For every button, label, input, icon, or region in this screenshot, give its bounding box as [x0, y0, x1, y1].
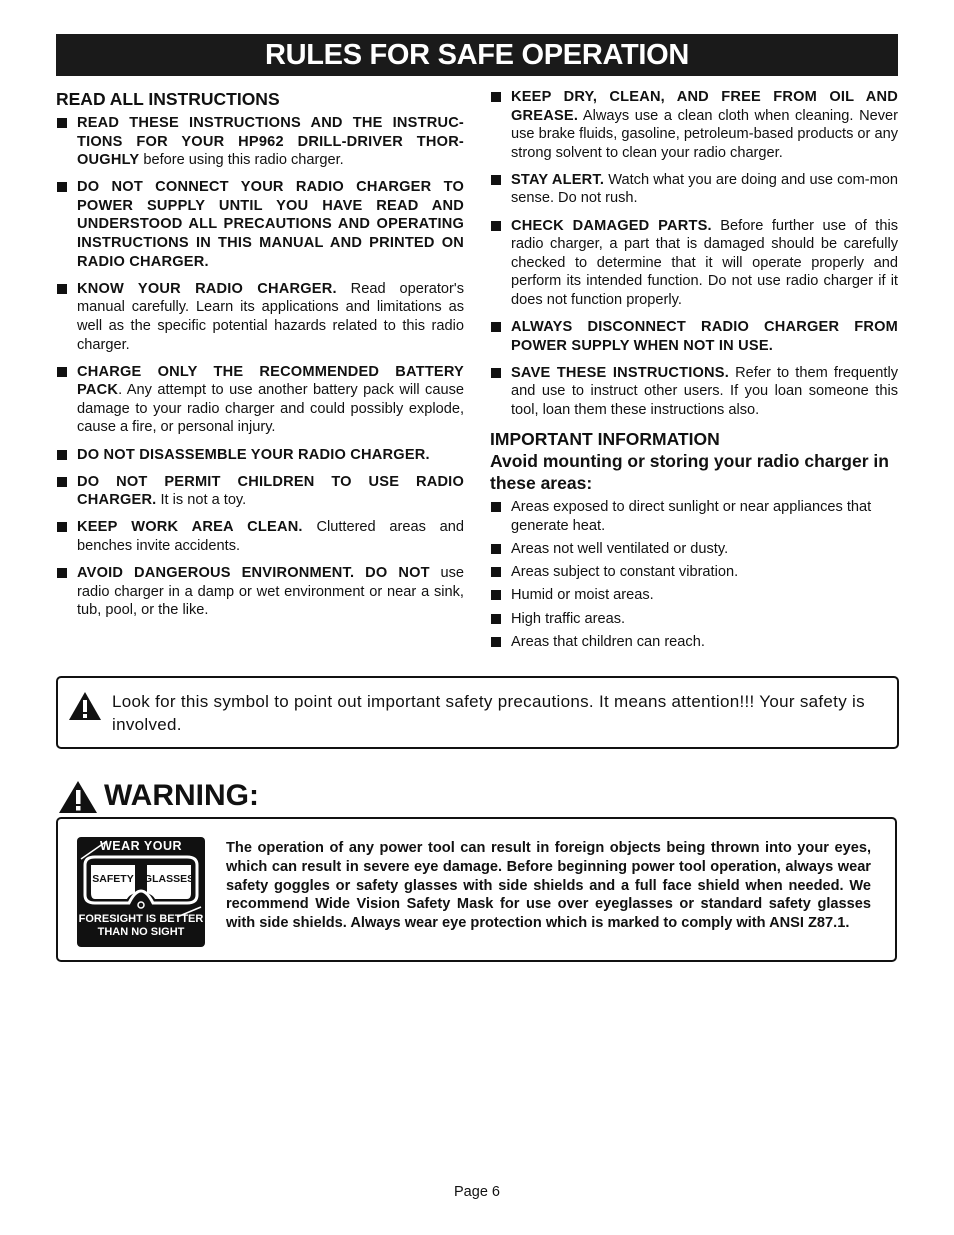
rule-heading: KEEP WORK AREA CLEAN.	[77, 519, 303, 536]
square-bullet-icon	[491, 322, 501, 332]
square-bullet-icon	[57, 182, 67, 192]
right-column	[490, 88, 898, 656]
safety-glasses-badge	[77, 837, 205, 947]
left-lens-label: SAFETY	[92, 873, 134, 885]
area-text: High traffic areas.	[511, 610, 626, 627]
square-bullet-icon	[491, 368, 501, 378]
right-rule-item	[490, 364, 898, 420]
badge-top-text: WEAR YOUR	[99, 839, 183, 853]
area-text: Areas not well ventilated or dusty.	[511, 540, 729, 557]
safety-symbol-notice	[56, 676, 899, 749]
square-bullet-icon	[491, 614, 501, 624]
area-item	[490, 540, 898, 559]
right-rule-item	[490, 88, 898, 162]
section-title-read-all: READ ALL INSTRUCTIONS	[56, 89, 280, 109]
area-text: Humid or moist areas.	[511, 587, 654, 604]
eye-protection-warning-text: The operation of any power tool can result in foreign objects being thrown into your eyes, which can result in severe eye damage. Before beginning power tool operation, always wear safety goggles or safety glasses with side shields and a full face shield when needed. We recommend Wide Vision Safety Mask for use over eyeglasses or standard safety glasses with side shields. Always wear eye protection which is marked to comply with ANSI Z87.1.	[226, 840, 871, 932]
square-bullet-icon	[57, 522, 67, 532]
right-rule-item	[490, 171, 898, 208]
left-rule-item	[56, 473, 464, 510]
left-rule-item	[56, 280, 464, 354]
rule-text: Watch what you are doing and use com-mon sense. Do not rush.	[511, 171, 898, 207]
rule-heading: KNOW YOUR RADIO CHARGER.	[77, 280, 337, 297]
section-title-important-info: IMPORTANT INFORMATION	[490, 429, 720, 449]
square-bullet-icon	[57, 450, 67, 460]
right-rule-item	[490, 318, 898, 355]
rule-text: Before further use of this radio charger, a part that is damaged should be carefully checked to determine that it will operate properly and perform its intended function. Do not use radio charger if it does not function properly.	[511, 217, 898, 308]
area-item	[490, 563, 898, 582]
square-bullet-icon	[491, 590, 501, 600]
rule-heading: DO NOT PERMIT CHILDREN TO USE RADIO CHARGER.	[77, 473, 464, 509]
rule-heading: CHARGE ONLY THE RECOMMENDED BATTERY PACK	[77, 363, 464, 399]
right-rule-item	[490, 217, 898, 310]
rule-text: use radio charger in a damp or wet environment or near a sink, tub, pool, or the like.	[77, 564, 464, 619]
safety-notice-text: Look for this symbol to point out important safety precautions. It means attention!!! Your safety is involved.	[112, 692, 865, 734]
area-text: Areas subject to constant vibration.	[511, 564, 739, 581]
square-bullet-icon	[491, 92, 501, 102]
rule-text: before using this radio charger.	[139, 152, 344, 169]
square-bullet-icon	[491, 637, 501, 647]
area-item	[490, 586, 898, 605]
square-bullet-icon	[491, 175, 501, 185]
rule-text: Refer to them frequently and use to instruct other users. If you loan someone this tool, loan them these instructions also.	[511, 364, 898, 418]
square-bullet-icon	[57, 477, 67, 487]
rule-heading: AVOID DANGEROUS ENVIRONMENT. DO NOT	[77, 564, 430, 581]
left-rule-item	[56, 114, 464, 170]
area-list	[490, 498, 898, 652]
rule-text: . Any attempt to use another battery pack will cause damage to your radio charger and could possibly explode, cause a fire, or personal injury.	[77, 382, 464, 436]
left-rule-item	[56, 363, 464, 437]
rule-heading: READ THESE INSTRUCTIONS AND THE INSTRUC-TIONS FOR YOUR HP962 DRILL-DRIVER THOR-OUGHLY	[77, 115, 464, 169]
left-rule-item	[56, 564, 464, 620]
area-item	[490, 633, 898, 652]
area-text: Areas that children can reach.	[511, 634, 705, 650]
warning-word: WARNING:	[104, 779, 259, 812]
right-lens-label: GLASSES	[143, 873, 195, 885]
rule-text: Always use a clean cloth when cleaning. Never use brake fluids, gasoline, petroleum-based products or any strong solvent to clean your radio charger.	[511, 107, 898, 161]
left-rule-item	[56, 178, 464, 271]
rule-heading: STAY ALERT.	[511, 171, 605, 188]
area-item	[490, 610, 898, 629]
right-rule-list	[490, 88, 898, 420]
rule-heading: KEEP DRY, CLEAN, AND FREE FROM OIL AND GREASE.	[511, 89, 898, 124]
area-text: Areas exposed to direct sunlight or near appliances that generate heat.	[511, 499, 872, 534]
square-bullet-icon	[491, 221, 501, 231]
square-bullet-icon	[57, 367, 67, 377]
rule-text: Read operator's manual carefully. Learn its applications and limitations as well as the specific potential hazards related to this radio charger.	[77, 280, 464, 353]
rule-heading: ALWAYS DISCONNECT RADIO CHARGER FROM POWER SUPPLY WHEN NOT IN USE.	[511, 319, 898, 354]
rule-heading: DO NOT CONNECT YOUR RADIO CHARGER TO POWER SUPPLY UNTIL YOU HAVE READ AND UNDERSTOOD ALL PRECAUTIONS AND OPERATING INSTRUCTIONS IN THIS MANUAL AND PRINTED ON RADIO CHARGER.	[77, 179, 464, 270]
square-bullet-icon	[491, 502, 501, 512]
eye-protection-warning-box	[56, 817, 897, 962]
safety-alert-icon	[68, 691, 102, 721]
left-rule-item	[56, 446, 464, 465]
left-column	[56, 88, 464, 628]
rule-heading: DO NOT DISASSEMBLE YOUR RADIO CHARGER.	[77, 446, 430, 463]
square-bullet-icon	[57, 118, 67, 128]
rule-text: Cluttered areas and benches invite accidents.	[77, 519, 464, 554]
page-number: Page 6	[454, 1184, 500, 1200]
area-item	[490, 498, 898, 535]
page-banner-title: RULES FOR SAFE OPERATION	[56, 34, 898, 76]
square-bullet-icon	[491, 544, 501, 554]
warning-alert-icon	[58, 780, 98, 814]
rule-heading: SAVE THESE INSTRUCTIONS.	[511, 364, 729, 381]
left-rule-item	[56, 518, 464, 555]
badge-bottom-text: FORESIGHT IS BETTER THAN NO SIGHT	[78, 913, 204, 938]
rule-heading: CHECK DAMAGED PARTS.	[511, 217, 712, 234]
square-bullet-icon	[57, 284, 67, 294]
left-rule-list	[56, 114, 464, 620]
section-subtitle-avoid-areas: Avoid mounting or storing your radio charger in these areas:	[490, 451, 889, 493]
square-bullet-icon	[491, 567, 501, 577]
rule-text: It is not a toy.	[156, 492, 247, 509]
square-bullet-icon	[57, 568, 67, 578]
